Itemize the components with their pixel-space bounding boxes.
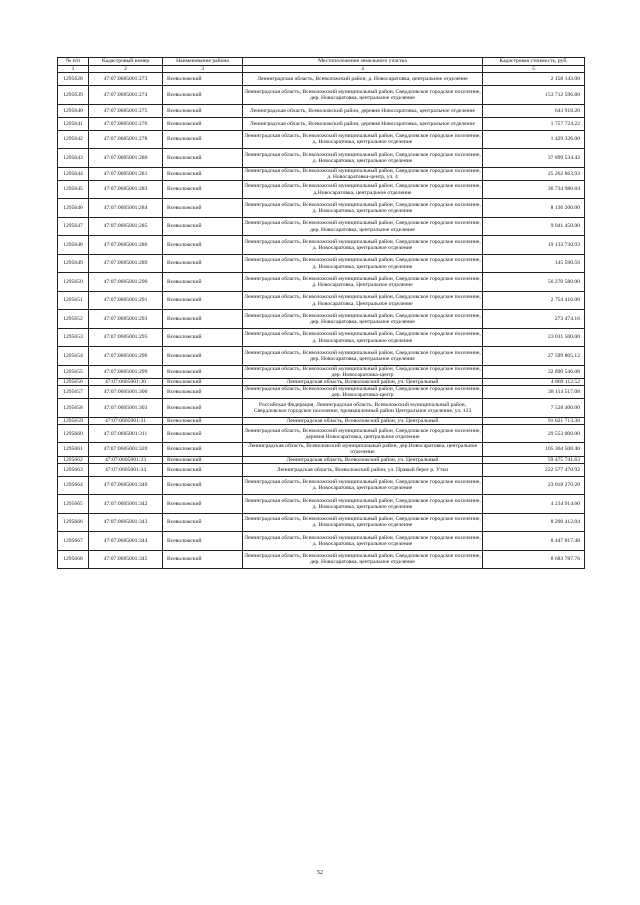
district-name: Всеволожский xyxy=(163,378,243,385)
table-row xyxy=(58,73,585,86)
table-row xyxy=(58,365,585,378)
column-index: 5 xyxy=(483,66,585,73)
cadastral-value: 4 869 112.52 xyxy=(483,378,585,385)
page-number: 52 xyxy=(317,870,323,876)
row-number: 1295642 xyxy=(58,130,89,149)
cadastral-value: 23 018 270.20 xyxy=(483,476,585,495)
cadastral-number: 47:07:0605001:274 xyxy=(89,86,163,105)
location: Ленинградская область, Всеволожский муниципальный район, Свердловское городское поселение, д. Новосаратовка, центральное отделение xyxy=(243,149,483,168)
cadastral-value: 1 757 724.22 xyxy=(483,117,585,130)
cadastral-number: 47:07:0605001:300 xyxy=(89,386,163,399)
district-name: Всеволожский xyxy=(163,86,243,105)
district-name: Всеволожский xyxy=(163,217,243,236)
cadastral-value: 8 683 787.76 xyxy=(483,550,585,569)
district-name: Всеволожский xyxy=(163,130,243,149)
cadastral-value: 1 429 326.00 xyxy=(483,130,585,149)
location: Ленинградская область, Всеволожский муниципальный район, дер.Новосаратовка, центральное отделение xyxy=(243,443,483,456)
header-number: № п/п xyxy=(58,58,89,66)
location: Ленинградская область, Всеволожский муниципальный район, Свердловское городское поселение, д. Новосаратовка, центральное отделение xyxy=(243,476,483,495)
district-name: Всеволожский xyxy=(163,117,243,130)
district-name: Всеволожский xyxy=(163,443,243,456)
column-index: 3 xyxy=(163,66,243,73)
table-row xyxy=(58,149,585,168)
cadastral-number: 47:07:0605001:311 xyxy=(89,424,163,443)
table-row xyxy=(58,417,585,424)
cadastral-number: 47:07:0605001:340 xyxy=(89,476,163,495)
cadastral-number: 47:07:0605001:33 xyxy=(89,456,163,463)
district-name: Всеволожский xyxy=(163,399,243,418)
cadastral-number: 47:07:0605001:275 xyxy=(89,104,163,117)
table-row xyxy=(58,476,585,495)
row-number: 1295653 xyxy=(58,328,89,347)
table-row xyxy=(58,104,585,117)
district-name: Всеволожский xyxy=(163,180,243,199)
table-row xyxy=(58,217,585,236)
district-name: Всеволожский xyxy=(163,310,243,329)
district-name: Всеволожский xyxy=(163,495,243,514)
row-number: 1295658 xyxy=(58,399,89,418)
row-number: 1295667 xyxy=(58,532,89,551)
row-number: 1295660 xyxy=(58,424,89,443)
location: Ленинградская область, Всеволожский муниципальный район, Свердловское городское поселение, д. Новосаратовка, центральное отделение xyxy=(243,328,483,347)
cadastral-number: 47:07:0605001:280 xyxy=(89,149,163,168)
cadastral-number: 47:07:0605001:289 xyxy=(89,254,163,273)
table-row xyxy=(58,273,585,292)
location: Ленинградская область, Всеволожский муниципальный район, Свердловское городское поселение, дер. Новосаратовка, центральное отделение xyxy=(243,347,483,366)
location: Ленинградская область, Всеволожский муниципальный район, Свердловское городское поселение, д. Новосаратовка, центральное отделение xyxy=(243,199,483,218)
location: Ленинградская область, Всеволожский муниципальный район, Свердловское городское поселение, дер. Новосаратовка-центр xyxy=(244,365,481,378)
table-row xyxy=(58,532,585,551)
table-row xyxy=(58,130,585,149)
cadastral-number: 47:07:0605001:276 xyxy=(89,117,163,130)
cadastral-value: 27 599 805.12 xyxy=(483,347,585,366)
cadastral-number: 47:07:0605001:296 xyxy=(89,347,163,366)
table-row xyxy=(58,328,585,347)
district-name: Всеволожский xyxy=(163,236,243,255)
column-index: 1 xyxy=(58,66,89,73)
table-row xyxy=(58,550,585,569)
cadastral-number: 47:07:0605001:299 xyxy=(89,365,163,378)
row-number: 1295661 xyxy=(58,443,89,456)
cadastral-value: 273 474.16 xyxy=(483,310,585,329)
district-name: Всеволожский xyxy=(163,456,243,463)
location: Ленинградская область, Всеволожский район, уч. Центральный xyxy=(243,456,483,463)
cadastral-number: 47:07:0605001:320 xyxy=(89,443,163,456)
row-number: 1295665 xyxy=(58,495,89,514)
cadastral-value: 32 890 546.08 xyxy=(483,365,585,378)
row-number: 1295654 xyxy=(58,347,89,366)
column-index: 4 xyxy=(243,66,483,73)
cadastral-number: 47:07:0605001:285 xyxy=(89,217,163,236)
district-name: Всеволожский xyxy=(163,365,243,378)
location: Ленинградская область, Всеволожский муниципальный район, Свердловское городское поселение, д. Новосаратовка, центральное отделение xyxy=(243,532,483,551)
row-number: 1295639 xyxy=(58,86,89,105)
header-cadastral-value: Кадастровая стоимость, руб. xyxy=(483,58,585,66)
header-cadastral-number: Кадастровый номер xyxy=(89,58,163,66)
row-number: 1295646 xyxy=(58,199,89,218)
cadastral-value: 643 918.20 xyxy=(483,104,585,117)
table-row xyxy=(58,347,585,366)
table-row xyxy=(58,463,585,476)
cadastral-value: 59 475 741.63 xyxy=(483,456,585,463)
row-number: 1295647 xyxy=(58,217,89,236)
location: Ленинградская область, Всеволожский район, уч. Центральный xyxy=(243,378,483,385)
row-number: 1295643 xyxy=(58,149,89,168)
table-row xyxy=(58,443,585,456)
cadastral-value: 8 200 412.04 xyxy=(483,513,585,532)
table-row xyxy=(58,386,585,399)
row-number: 1295641 xyxy=(58,117,89,130)
district-name: Всеволожский xyxy=(163,254,243,273)
cadastral-number: 47:07:0605001:345 xyxy=(89,550,163,569)
cadastral-number: 47:07:0605001:343 xyxy=(89,513,163,532)
row-number: 1295628 xyxy=(58,73,89,86)
table-row xyxy=(58,310,585,329)
row-number: 1295668 xyxy=(58,550,89,569)
cadastral-value: 8 447 817.48 xyxy=(483,532,585,551)
district-name: Всеволожский xyxy=(163,476,243,495)
cadastral-number: 47:07:0605001:281 xyxy=(89,167,163,180)
row-number: 1295648 xyxy=(58,236,89,255)
row-number: 1295664 xyxy=(58,476,89,495)
location: Ленинградская область, Всеволожский район, деревня Новосаратовка, центральное отделение xyxy=(243,117,483,130)
row-number: 1295656 xyxy=(58,378,89,385)
district-name: Всеволожский xyxy=(163,199,243,218)
district-name: Всеволожский xyxy=(163,424,243,443)
location: Ленинградская область, Всеволожский муниципальный район, Свердловское городское поселение, д. Новосаратовка, центральное отделение xyxy=(243,495,483,514)
row-number: 1295649 xyxy=(58,254,89,273)
cadastral-value: 222 577 470.92 xyxy=(483,463,585,476)
table-row xyxy=(58,399,585,418)
location: Ленинградская область, Всеволожский муниципальный район, Свердловское городское поселение, д. Новосаратовка, Центральное отделение xyxy=(243,291,483,310)
location: Ленинградская область, Всеволожский муниципальный район, Свердловское городское поселение, дер. Новосаратовка-центр xyxy=(244,386,481,399)
cadastral-value: 153 712 596.80 xyxy=(483,86,585,105)
cadastral-value: 2 754 416.00 xyxy=(483,291,585,310)
district-name: Всеволожский xyxy=(163,167,243,180)
table-row xyxy=(58,495,585,514)
table-row xyxy=(58,456,585,463)
table-row xyxy=(58,236,585,255)
location: Ленинградская область, Всеволожский муниципальный район, Свердловское городское поселение, деревня Новосаратовка, центральное отделение xyxy=(243,424,483,443)
cadastral-value: 9 041 450.00 xyxy=(483,217,585,236)
cadastral-value: 38 114 517.08 xyxy=(483,386,585,399)
row-number: 1295663 xyxy=(58,463,89,476)
district-name: Всеволожский xyxy=(163,273,243,292)
table-row xyxy=(58,167,585,180)
district-name: Всеволожский xyxy=(163,149,243,168)
district-name: Всеволожский xyxy=(163,532,243,551)
location: Ленинградская область, Всеволожский муниципальный район, Свердловское городское поселение, д. Новосаратовка, центральное отделение xyxy=(243,130,483,149)
cadastral-value: 36 734 980.84 xyxy=(483,180,585,199)
district-name: Всеволожский xyxy=(163,347,243,366)
header-district: Наименование района xyxy=(163,58,243,66)
location: Ленинградская область, Всеволожский муниципальный район, Свердловское городское поселение, д. Новосаратовка, Центральное отделение xyxy=(243,273,483,292)
cadastral-number: 47:07:0605001:284 xyxy=(89,199,163,218)
table-row xyxy=(58,86,585,105)
row-number: 1295640 xyxy=(58,104,89,117)
cadastral-number: 47:07:0605001:295 xyxy=(89,328,163,347)
cadastral-number: 47:07:0605001:286 xyxy=(89,236,163,255)
district-name: Всеволожский xyxy=(163,386,243,399)
cadastral-number: 47:07:0605001:278 xyxy=(89,130,163,149)
document-page xyxy=(57,57,584,569)
cadastral-value: 145 590.56 xyxy=(483,254,585,273)
district-name: Всеволожский xyxy=(163,73,243,86)
row-number: 1295666 xyxy=(58,513,89,532)
header-location: Местоположение земельного участка xyxy=(243,58,483,66)
location: Ленинградская область, Всеволожский район, д. Новосаратовка, центральное отделение xyxy=(243,73,483,86)
cadastral-value: 29 553 000.00 xyxy=(483,424,585,443)
location: Ленинградская область, Всеволожский муниципальный район, Свердловское городское поселение, дер. Новосаратовка, центральное отделение xyxy=(243,86,483,105)
cadastral-number: 47:07:0605001:31 xyxy=(89,417,163,424)
table-row xyxy=(58,513,585,532)
cadastral-value: 56 270 580.00 xyxy=(483,273,585,292)
cadastral-value: 105 364 508.40 xyxy=(483,443,585,456)
location: Ленинградская область, Всеволожский муниципальный район, Свердловское городское поселение, д.Новосаратовка, центральное отделение xyxy=(243,180,483,199)
table-row xyxy=(58,117,585,130)
table-header-row xyxy=(58,58,585,66)
row-number: 1295662 xyxy=(58,456,89,463)
cadastral-value: 23 011 500.00 xyxy=(483,328,585,347)
cadastral-number: 47:07:0605001:303 xyxy=(89,399,163,418)
row-number: 1295651 xyxy=(58,291,89,310)
cadastral-number: 47:07:0605001:283 xyxy=(89,180,163,199)
table-row xyxy=(58,378,585,385)
district-name: Всеволожский xyxy=(163,417,243,424)
location: Ленинградская область, Всеволожский муниципальный район, Свердловское городское поселение, дер. Новосаратовка, центральное отделение xyxy=(243,310,483,329)
row-number: 1295644 xyxy=(58,167,89,180)
row-number: 1295659 xyxy=(58,417,89,424)
row-number: 1295652 xyxy=(58,310,89,329)
cadastral-value: 37 899 534.42 xyxy=(483,149,585,168)
location: Ленинградская область, Всеволожский муниципальный район, Свердловское городское поселение, д. Новосаратовка-центр, ул. 4 xyxy=(244,167,481,180)
location: Ленинградская область, Всеволожский район, деревня Новосаратовка, центральное отделение xyxy=(243,104,483,117)
row-number: 1295645 xyxy=(58,180,89,199)
cadastral-value: 8 136 200.00 xyxy=(483,199,585,218)
district-name: Всеволожский xyxy=(163,291,243,310)
location: Ленинградская область, Всеволожский район, ул. Правый берег р. Утки xyxy=(243,463,483,476)
location: Ленинградская область, Всеволожский муниципальный район, Свердловское городское поселение, дер. Новосаратовка, центральное отделение xyxy=(243,550,483,569)
district-name: Всеволожский xyxy=(163,463,243,476)
district-name: Всеволожский xyxy=(163,104,243,117)
cadastral-number: 47:07:0605001:291 xyxy=(89,291,163,310)
table-row xyxy=(58,424,585,443)
table-body xyxy=(58,73,585,569)
cadastral-value: 7 528 400.00 xyxy=(483,399,585,418)
location: Ленинградская область, Всеволожский муниципальный район, Свердловское городское поселение, д. Новосаратовка, центральное отделение xyxy=(243,236,483,255)
row-number: 1295657 xyxy=(58,386,89,399)
location: Российская Федерация, Ленинградская область, Всеволожский муниципальный район, Свердловское городское поселение, промышленный район Центральное отделение, ул. 123 xyxy=(243,399,483,418)
cadastral-number: 47:07:0605001:293 xyxy=(89,310,163,329)
table-row xyxy=(58,291,585,310)
cadastral-value: 91 621 713.36 xyxy=(483,417,585,424)
cadastral-number: 47:07:0605001:30 xyxy=(89,378,163,385)
location: Ленинградская область, Всеволожский муниципальный район, Свердловское городское поселение, д. Новосаратовка, центральное отделение xyxy=(243,254,483,273)
district-name: Всеволожский xyxy=(163,328,243,347)
cadastral-number: 47:07:0605001:273 xyxy=(89,73,163,86)
district-name: Всеволожский xyxy=(163,513,243,532)
table-row xyxy=(58,254,585,273)
cadastral-number: 47:07:0605001:342 xyxy=(89,495,163,514)
cadastral-value: 4 234 914.60 xyxy=(483,495,585,514)
table-column-index-row xyxy=(58,66,585,73)
row-number: 1295650 xyxy=(58,273,89,292)
row-number: 1295655 xyxy=(58,365,89,378)
location: Ленинградская область, Всеволожский муниципальный район, Свердловское городское поселение, д. Новосаратовка, центральное отделение xyxy=(243,513,483,532)
cadastral-value: 25 262 863.93 xyxy=(483,167,585,180)
location: Ленинградская область, Всеволожский район, уч. Центральный xyxy=(243,417,483,424)
cadastral-value: 19 133 730.93 xyxy=(483,236,585,255)
cadastral-value: 2 158 143.00 xyxy=(483,73,585,86)
table-row xyxy=(58,199,585,218)
location: Ленинградская область, Всеволожский муниципальный район, Свердловское городское поселение, дер. Новосаратовка, центральное отделение xyxy=(243,217,483,236)
cadastral-number: 47:07:0605001:34 xyxy=(89,463,163,476)
cadastral-number: 47:07:0605001:290 xyxy=(89,273,163,292)
cadastral-number: 47:07:0605001:344 xyxy=(89,532,163,551)
table-row xyxy=(58,180,585,199)
column-index: 2 xyxy=(89,66,163,73)
district-name: Всеволожский xyxy=(163,550,243,569)
cadastral-value-table xyxy=(57,57,585,569)
